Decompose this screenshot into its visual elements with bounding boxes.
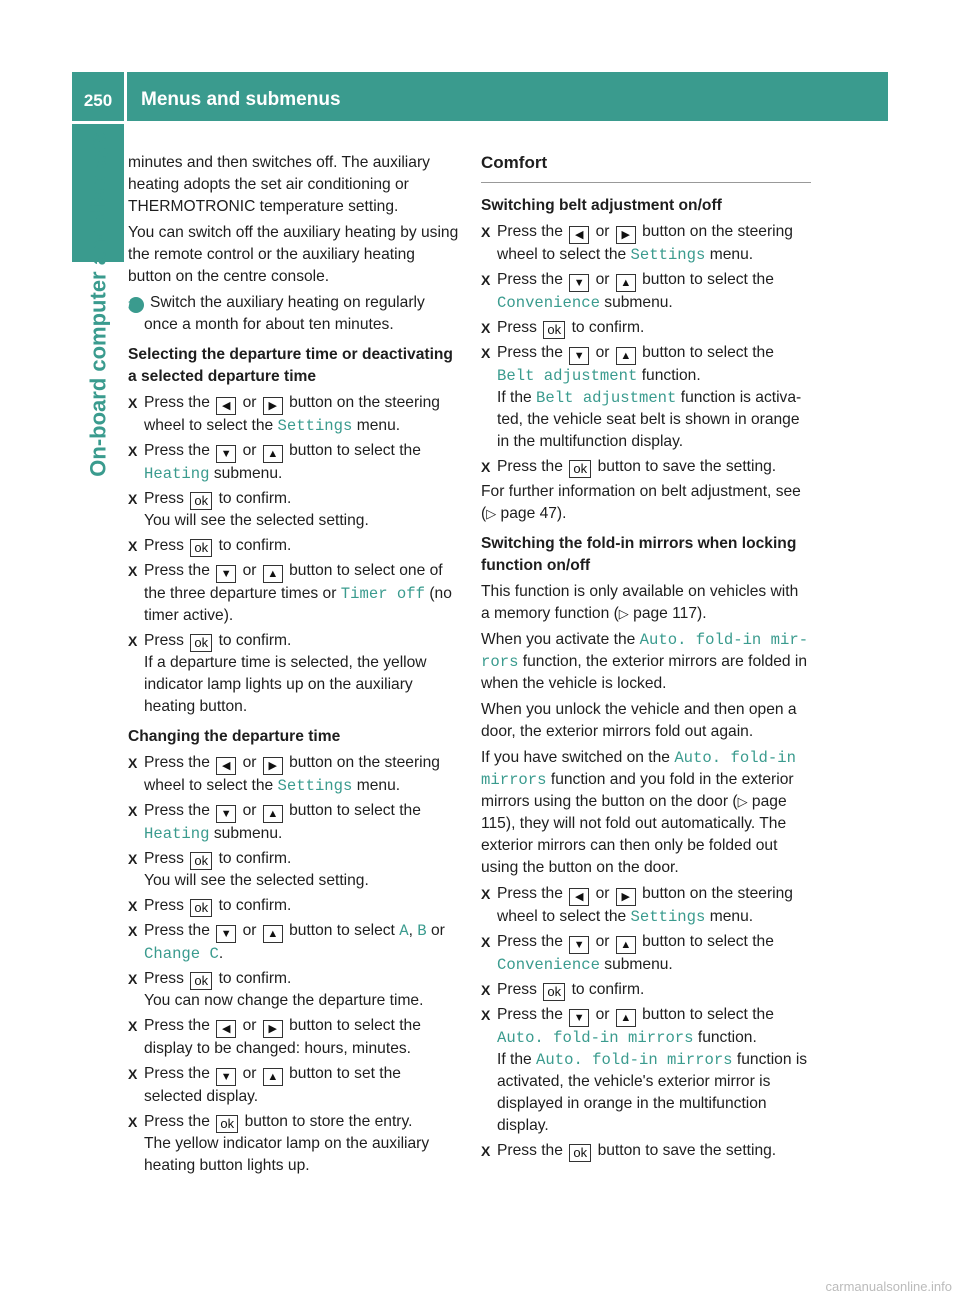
watermark: carmanualsonline.info (825, 1279, 952, 1294)
arrow-icon: X (128, 1114, 138, 1130)
list-item: X Press the ▼ or ▲ button to select A, B or Change C. (128, 922, 445, 963)
arrow-icon: X (128, 633, 138, 649)
list-item: X Press ok to confirm. You will see the selected setting. (128, 490, 369, 529)
subheading: Switching belt adjustment on/off (481, 197, 722, 214)
arrow-icon: X (128, 538, 138, 554)
ok-key-icon: ok (216, 1115, 238, 1133)
right-key-icon: ▶ (263, 397, 283, 415)
paragraph: When you activate the Auto. fold-in mirrors function, the exterior mirrors are folded in when the vehicle is locked. (481, 631, 809, 692)
list-item: X Press the ▼ or ▲ button to select one of the three departure times or Timer off (no timer active). (128, 562, 452, 624)
paragraph: This function is only available on vehicles with a memory function (▷ page 117). (481, 583, 799, 622)
list-item: X Press the ▼ or ▲ button to select the Auto. fold-in mirrors function. If the Auto. fold-in mirrors function is activated, the vehicle's exterior mirror is displayed in orange in the multifunction display. (481, 1006, 808, 1134)
list-item: X Press the ◀ or ▶ button to select the display to be changed: hours, minutes. (128, 1017, 421, 1057)
down-key-icon: ▼ (569, 274, 589, 292)
up-key-icon: ▲ (263, 445, 283, 463)
ok-key-icon: ok (190, 492, 212, 510)
page-title: Menus and submenus (141, 89, 341, 110)
left-key-icon: ◀ (216, 757, 236, 775)
page-number: 250 (83, 91, 113, 110)
arrow-icon: X (128, 971, 138, 987)
up-key-icon: ▲ (616, 347, 636, 365)
right-key-icon: ▶ (616, 226, 636, 244)
arrow-icon: X (128, 491, 138, 507)
header-bar (127, 72, 888, 121)
arrow-icon: X (128, 803, 138, 819)
right-key-icon: ▶ (616, 888, 636, 906)
arrow-icon: X (128, 851, 138, 867)
info-icon: i (128, 297, 144, 313)
list-item: X Press the ▼ or ▲ button to select the Convenience submenu. (481, 271, 774, 312)
down-key-icon: ▼ (569, 936, 589, 954)
arrow-icon: X (481, 272, 491, 288)
down-key-icon: ▼ (569, 1009, 589, 1027)
down-key-icon: ▼ (216, 805, 236, 823)
list-item: X Press ok to confirm. You can now change the departure time. (128, 970, 424, 1009)
list-item: X Press ok to confirm. If a departure time is selected, the yellow indicator lamp lights up on the auxiliary heating button. (128, 632, 427, 715)
left-key-icon: ◀ (216, 397, 236, 415)
page-ref-icon: ▷ (618, 606, 629, 621)
subheading: Changing the departure time (128, 728, 341, 745)
up-key-icon: ▲ (616, 274, 636, 292)
list-item: X Press the ◀ or ▶ button on the steering wheel to select the Settings menu. (481, 223, 793, 264)
sidebar-title: On-board computer and displays (86, 132, 111, 477)
arrow-icon: X (128, 395, 138, 411)
paragraph: For further information on belt adjustment, see (▷ page 47). (481, 483, 801, 522)
arrow-icon: X (481, 320, 491, 336)
left-key-icon: ◀ (216, 1020, 236, 1038)
list-item: X Press the ok button to store the entry. The yellow indicator lamp on the auxiliary heating button lights up. (128, 1113, 430, 1174)
list-item: X Press ok to confirm. You will see the selected setting. (128, 850, 369, 889)
arrow-icon: X (481, 1007, 491, 1023)
arrow-icon: X (128, 1066, 138, 1082)
list-item: X Press ok to confirm. (481, 981, 645, 999)
arrow-icon: X (481, 224, 491, 240)
subheading: Selecting the departure time or deactivating a selected departure time (128, 346, 453, 385)
arrow-icon: X (128, 923, 138, 939)
left-column (128, 152, 460, 1180)
arrow-icon: X (481, 459, 491, 475)
ok-key-icon: ok (569, 1144, 591, 1162)
ok-key-icon: ok (543, 321, 565, 339)
list-item: X Press the ◀ or ▶ button on the steering wheel to select the Settings menu. (128, 754, 440, 795)
arrow-icon: X (481, 934, 491, 950)
arrow-icon: X (128, 1018, 138, 1034)
paragraph: If you have switched on the Auto. fold-in mirrors function and you fold in the exterior mirrors using the button on the door (▷ page 115), they will not fold out automatically. The exterior mirrors can then only be folded out using the button on the door. (481, 749, 796, 876)
list-item: X Press the ◀ or ▶ button on the steering wheel to select the Settings menu. (128, 394, 440, 435)
up-key-icon: ▲ (616, 1009, 636, 1027)
info-note: i Switch the auxiliary heating on regularly once a month for about ten minutes. (126, 294, 425, 333)
list-item: X Press the ▼ or ▲ button to select the Belt adjustment function. If the Belt adjustment function is activated, the vehicle seat belt is shown in orange in the multifunction display. (481, 344, 802, 450)
arrow-icon: X (128, 443, 138, 459)
ok-key-icon: ok (190, 852, 212, 870)
arrow-icon: X (128, 898, 138, 914)
right-key-icon: ▶ (263, 757, 283, 775)
arrow-icon: X (481, 345, 491, 361)
up-key-icon: ▲ (263, 925, 283, 943)
down-key-icon: ▼ (569, 347, 589, 365)
paragraph: You can switch off the auxiliary heating by using the remote control or the auxiliary heating button on the centre console. (128, 224, 459, 285)
left-key-icon: ◀ (569, 226, 589, 244)
arrow-icon: X (128, 563, 138, 579)
right-column (481, 152, 811, 1165)
arrow-icon: X (128, 755, 138, 771)
ok-key-icon: ok (190, 899, 212, 917)
up-key-icon: ▲ (263, 805, 283, 823)
down-key-icon: ▼ (216, 1068, 236, 1086)
arrow-icon: X (481, 886, 491, 902)
subheading: Switching the fold-in mirrors when locking function on/off (481, 535, 797, 574)
paragraph: minutes and then switches off. The auxiliary heating adopts the set air conditioning or THERMOTRONIC temperature setting. (128, 154, 430, 215)
arrow-icon: X (481, 1143, 491, 1159)
down-key-icon: ▼ (216, 445, 236, 463)
list-item: X Press ok to confirm. (128, 537, 292, 555)
page-ref-icon: ▷ (486, 506, 497, 521)
list-item: X Press the ok button to save the setting. (481, 1142, 777, 1160)
list-item: X Press the ok button to save the setting. (481, 458, 777, 476)
ok-key-icon: ok (543, 983, 565, 1001)
paragraph: When you unlock the vehicle and then open a door, the exterior mirrors fold out again. (481, 701, 797, 740)
up-key-icon: ▲ (263, 1068, 283, 1086)
list-item: X Press the ▼ or ▲ button to set the selected display. (128, 1065, 401, 1105)
list-item: X Press the ▼ or ▲ button to select the Heating submenu. (128, 802, 421, 843)
page-ref-icon: ▷ (737, 794, 748, 809)
down-key-icon: ▼ (216, 565, 236, 583)
right-key-icon: ▶ (263, 1020, 283, 1038)
page-number-tab (72, 72, 124, 121)
list-item: X Press the ▼ or ▲ button to select the Heating submenu. (128, 442, 421, 483)
list-item: X Press ok to confirm. (128, 897, 292, 915)
down-key-icon: ▼ (216, 925, 236, 943)
ok-key-icon: ok (190, 539, 212, 557)
section-title: Comfort (481, 152, 811, 183)
arrow-icon: X (481, 982, 491, 998)
up-key-icon: ▲ (616, 936, 636, 954)
list-item: X Press the ◀ or ▶ button on the steering wheel to select the Settings menu. (481, 885, 793, 926)
ok-key-icon: ok (190, 972, 212, 990)
left-key-icon: ◀ (569, 888, 589, 906)
ok-key-icon: ok (569, 460, 591, 478)
list-item: X Press the ▼ or ▲ button to select the Convenience submenu. (481, 933, 774, 974)
up-key-icon: ▲ (263, 565, 283, 583)
list-item: X Press ok to confirm. (481, 319, 645, 337)
ok-key-icon: ok (190, 634, 212, 652)
